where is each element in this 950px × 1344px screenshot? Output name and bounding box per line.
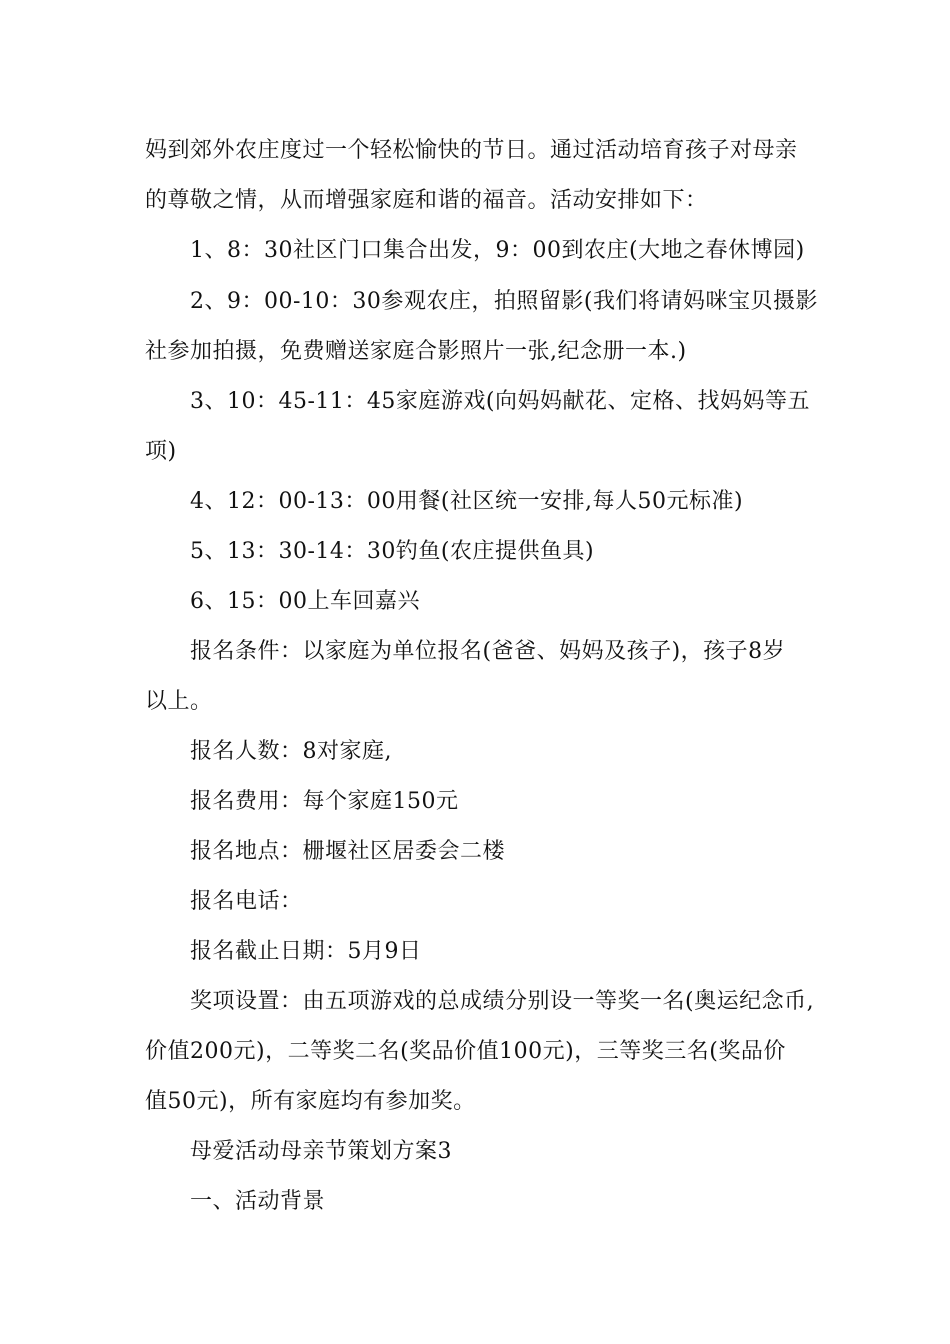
text-line: 社参加拍摄，免费赠送家庭合影照片一张,纪念册一本.) [145,339,687,364]
text-line: 妈到郊外农庄度过一个轻松愉快的节日。通过活动培育孩子对母亲 [145,138,798,163]
list-item: 5、13：30-14：30钓鱼(农庄提供鱼具) [190,539,595,564]
section-title: 母爱活动母亲节策划方案3 [190,1139,452,1164]
list-item: 1、8：30社区门口集合出发，9：00到农庄(大地之春休博园) [190,238,805,263]
registration-conditions: 报名条件：以家庭为单位报名(爸爸、妈妈及孩子)，孩子8岁 [190,639,786,664]
list-item: 2、9：00-10：30参观农庄，拍照留影(我们将请妈咪宝贝摄影 [190,289,818,314]
text-line: 以上。 [145,689,213,714]
registration-count: 报名人数：8对家庭, [190,739,392,764]
text-line: 价值200元)，二等奖二名(奖品价值100元)，三等奖三名(奖品价 [145,1039,786,1064]
text-line: 值50元)，所有家庭均有参加奖。 [145,1089,476,1114]
registration-location: 报名地点：栅堰社区居委会二楼 [190,839,506,864]
registration-fee: 报名费用：每个家庭150元 [190,789,459,814]
registration-deadline: 报名截止日期：5月9日 [190,939,422,964]
awards-setting: 奖项设置：由五项游戏的总成绩分别设一等奖一名(奥运纪念币, [190,989,815,1014]
text-line: 项) [145,439,177,464]
list-item: 3、10：45-11：45家庭游戏(向妈妈献花、定格、找妈妈等五 [190,389,810,414]
list-item: 6、15：00上车回嘉兴 [190,589,420,614]
text-line: 的尊敬之情，从而增强家庭和谐的福音。活动安排如下： [145,188,708,213]
registration-phone: 报名电话： [190,889,303,914]
list-item: 4、12：00-13：00用餐(社区统一安排,每人50元标准) [190,489,744,514]
section-heading: 一、活动背景 [190,1189,326,1214]
